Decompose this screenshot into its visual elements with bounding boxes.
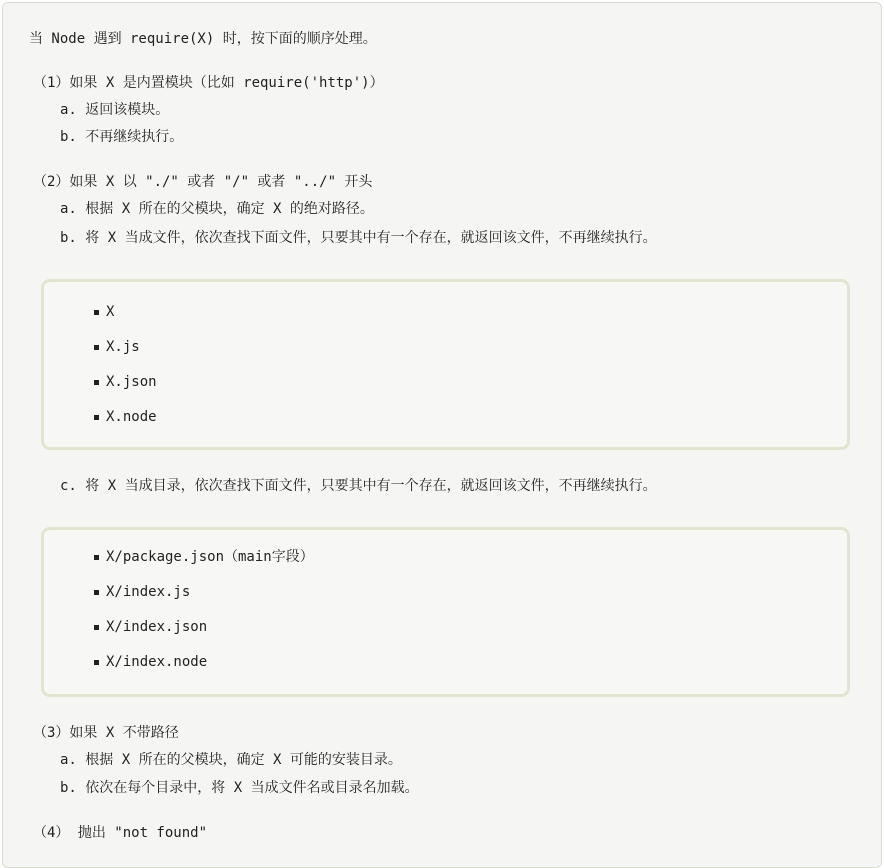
step2-item-c: c. 将 X 当成目录，依次查找下面文件，只要其中有一个存在，就返回该文件，不再继续执行。	[60, 478, 657, 494]
bullet-icon	[94, 415, 99, 420]
list-item	[94, 652, 208, 672]
list-item-text: X/index.js	[106, 584, 191, 600]
list-item-text: X.js	[106, 339, 140, 355]
step1-item-a: a. 返回该模块。	[60, 102, 170, 118]
document-card	[2, 2, 882, 868]
step1-item-b: b. 不再继续执行。	[60, 129, 184, 145]
list-item	[94, 302, 145, 322]
step3-item-a: a. 根据 X 所在的父模块，确定 X 可能的安装目录。	[60, 752, 402, 768]
step4-heading: （4） 抛出 "not found"	[33, 825, 208, 841]
list-item	[94, 582, 191, 602]
list-item	[94, 337, 145, 357]
step2-heading: （2）如果 X 以 "./" 或者 "/" 或者 "../" 开头	[33, 174, 373, 190]
bullet-icon	[94, 660, 99, 665]
list-item-text: X/index.node	[106, 654, 208, 670]
file-list-box	[41, 279, 850, 450]
bullet-icon	[94, 380, 99, 385]
list-item-text: X.node	[106, 409, 157, 425]
list-item	[94, 617, 208, 637]
bullet-icon	[94, 555, 99, 560]
list-item-text: X.json	[106, 374, 157, 390]
step2-item-b: b. 将 X 当成文件，依次查找下面文件，只要其中有一个存在，就返回该文件，不再继续执行。	[60, 230, 657, 246]
dir-list-box	[41, 527, 850, 697]
step3-item-b: b. 依次在每个目录中，将 X 当成文件名或目录名加载。	[60, 780, 419, 796]
list-item	[94, 407, 157, 427]
step3-heading: （3）如果 X 不带路径	[33, 725, 179, 741]
list-item	[94, 547, 314, 567]
list-item-text: X/index.json	[106, 619, 208, 635]
step1-heading: （1）如果 X 是内置模块（比如 require('http')）	[33, 75, 384, 91]
bullet-icon	[94, 310, 99, 315]
bullet-icon	[94, 590, 99, 595]
bullet-icon	[94, 345, 99, 350]
step2-item-a: a. 根据 X 所在的父模块，确定 X 的绝对路径。	[60, 201, 374, 217]
list-item-text: X	[106, 304, 115, 320]
list-item-text: X/package.json（main字段）	[106, 549, 314, 565]
list-item	[94, 372, 157, 392]
bullet-icon	[94, 625, 99, 630]
intro-text: 当 Node 遇到 require(X) 时，按下面的顺序处理。	[29, 31, 377, 47]
